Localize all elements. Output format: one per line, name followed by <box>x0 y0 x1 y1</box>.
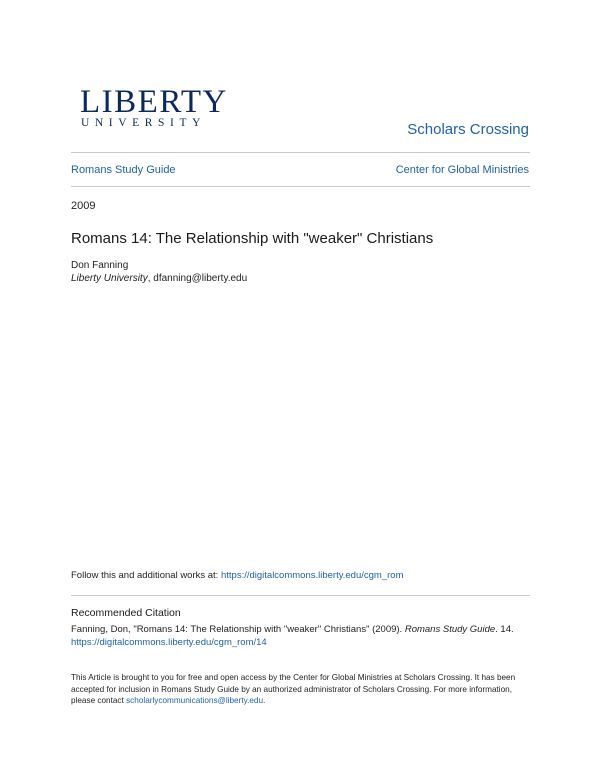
author-name: Don Fanning <box>71 260 129 271</box>
follow-text: Follow this and additional works at: <box>71 570 221 581</box>
nav-divider <box>71 186 530 187</box>
citation-text <box>71 623 531 649</box>
author-email: , dfanning@liberty.edu <box>147 273 248 284</box>
romans-study-guide-link[interactable]: Romans Study Guide <box>71 164 176 176</box>
top-divider <box>71 152 530 153</box>
open-access-notice <box>71 672 533 707</box>
follow-line <box>71 570 403 581</box>
citation-series: Romans Study Guide <box>404 624 496 635</box>
contact-email-link[interactable]: scholarlycommunications@liberty.edu <box>126 696 264 705</box>
citation-divider <box>71 595 530 596</box>
author-affiliation <box>71 273 247 284</box>
collection-url-link[interactable]: https://digitalcommons.liberty.edu/cgm_rom <box>220 570 404 581</box>
citation-number: . 14. <box>495 624 514 635</box>
citation-lead: Fanning, Don, "Romans 14: The Relationship with "weaker" Christians" (2009). <box>71 624 405 635</box>
notice-end: . <box>263 696 266 705</box>
notice-text: This Article is brought to you for free and open access by the Center for Global Ministries at Scholars Crossing. It has been accepted for inclusion in Romans Study Guide by an authorized administrator of Scholars Crossing. For more information, please contact <box>71 673 516 705</box>
article-title: Romans 14: The Relationship with "weaker" Christians <box>71 230 434 247</box>
publication-year: 2009 <box>71 200 96 212</box>
scholars-crossing-link[interactable]: Scholars Crossing <box>407 121 529 138</box>
recommended-citation-heading: Recommended Citation <box>71 607 181 619</box>
center-global-ministries-link[interactable]: Center for Global Ministries <box>395 164 529 176</box>
citation-url-link[interactable]: https://digitalcommons.liberty.edu/cgm_rom/14 <box>71 637 267 648</box>
liberty-logo-wordmark: LIBERTY <box>80 84 228 120</box>
affiliation-name: Liberty University <box>71 273 148 284</box>
liberty-logo-subtitle: UNIVERSITY <box>81 117 206 129</box>
